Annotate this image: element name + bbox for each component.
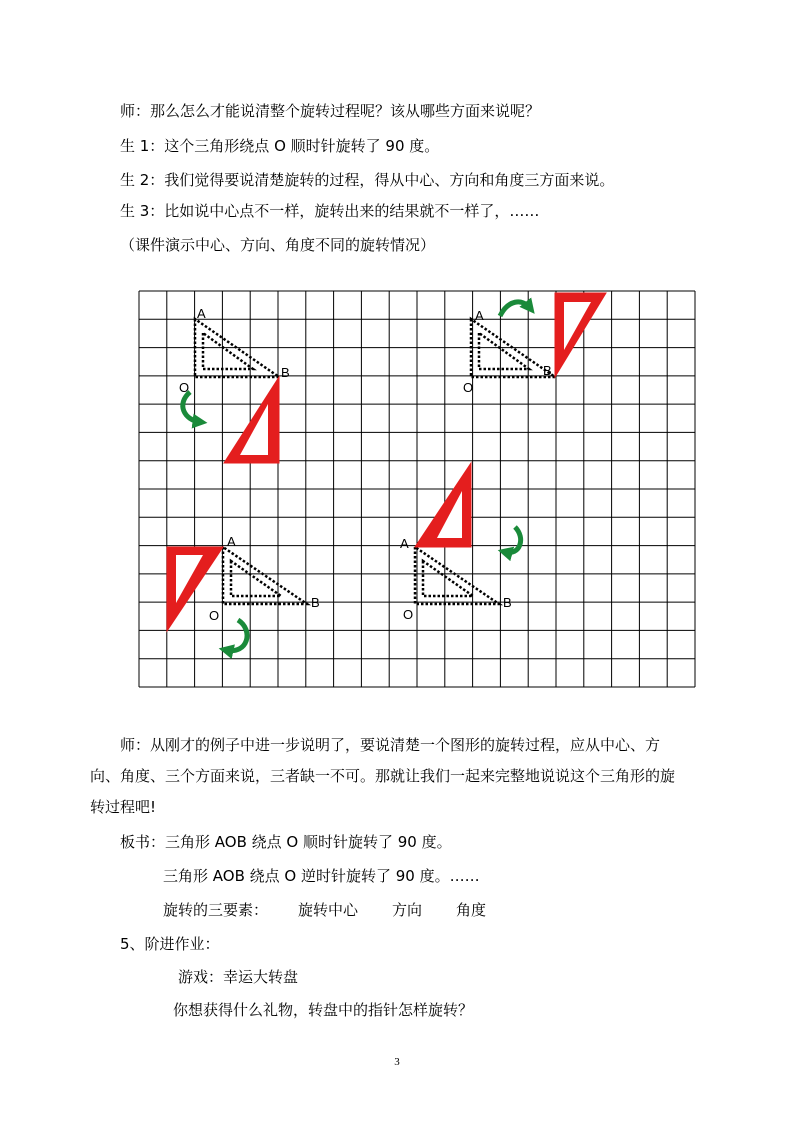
label-b: B bbox=[281, 365, 290, 380]
element-angle: 角度 bbox=[456, 901, 487, 919]
label-o: O bbox=[463, 380, 474, 395]
homework-title: 5、阶进作业： bbox=[120, 935, 220, 953]
elements-label: 旋转的三要素： bbox=[163, 901, 269, 919]
figure-bottom-right bbox=[400, 463, 521, 622]
line-courseware-note: （课件演示中心、方向、角度不同的旋转情况） bbox=[120, 236, 436, 254]
figure-bottom-left bbox=[167, 534, 320, 651]
element-center: 旋转中心 bbox=[298, 901, 359, 919]
original-triangle-inner bbox=[231, 561, 281, 596]
line-student-1: 生 1：这个三角形绕点 O 顺时针旋转了 90 度。 bbox=[120, 137, 440, 155]
rotation-arrow-icon bbox=[505, 527, 521, 553]
label-a: A bbox=[475, 308, 484, 323]
label-a: A bbox=[197, 306, 206, 321]
board-elements-line bbox=[163, 900, 486, 920]
element-direction: 方向 bbox=[392, 901, 423, 919]
board-line-2: 三角形 AOB 绕点 O 逆时针旋转了 90 度。…… bbox=[163, 867, 480, 885]
teacher-summary-paragraph: 师：从刚才的例子中进一步说明了，要说清楚一个图形的旋转过程，应从中心、方向、角度、三个方面来说，三者缺一不可。那就让我们一起来完整地说说这个三角形的旋转过程吧! bbox=[90, 736, 676, 816]
label-b: B bbox=[311, 595, 320, 610]
original-triangle-inner bbox=[203, 333, 253, 369]
original-triangle-inner bbox=[479, 333, 529, 369]
homework-question: 你想获得什么礼物，转盘中的指针怎样旋转？ bbox=[173, 1001, 474, 1019]
line-teacher-question: 师：那么怎么才能说清整个旋转过程呢？该从哪些方面来说呢？ bbox=[120, 102, 541, 120]
line-student-3: 生 3：比如说中心点不一样，旋转出来的结果就不一样了，…… bbox=[120, 202, 540, 220]
label-a: A bbox=[227, 534, 236, 549]
grid bbox=[139, 291, 695, 687]
rotation-arrow-icon bbox=[183, 392, 200, 422]
original-triangle-inner bbox=[423, 561, 473, 596]
rotation-arrow-icon bbox=[226, 620, 247, 651]
homework-game: 游戏：幸运大转盘 bbox=[178, 968, 299, 986]
page-number: 3 bbox=[394, 1056, 400, 1068]
label-b: B bbox=[503, 595, 512, 610]
label-o: O bbox=[209, 608, 220, 623]
figure-top-right bbox=[463, 293, 606, 395]
label-o: O bbox=[179, 380, 190, 395]
label-o: O bbox=[403, 607, 414, 622]
board-line-1: 板书：三角形 AOB 绕点 O 顺时针旋转了 90 度。 bbox=[120, 833, 452, 851]
line-student-2: 生 2：我们觉得要说清楚旋转的过程，得从中心、方向和角度三方面来说。 bbox=[120, 171, 615, 189]
label-b: B bbox=[543, 363, 552, 378]
label-a: A bbox=[400, 536, 409, 551]
figure-top-left bbox=[179, 306, 290, 463]
rotation-arrow-icon bbox=[500, 302, 530, 316]
